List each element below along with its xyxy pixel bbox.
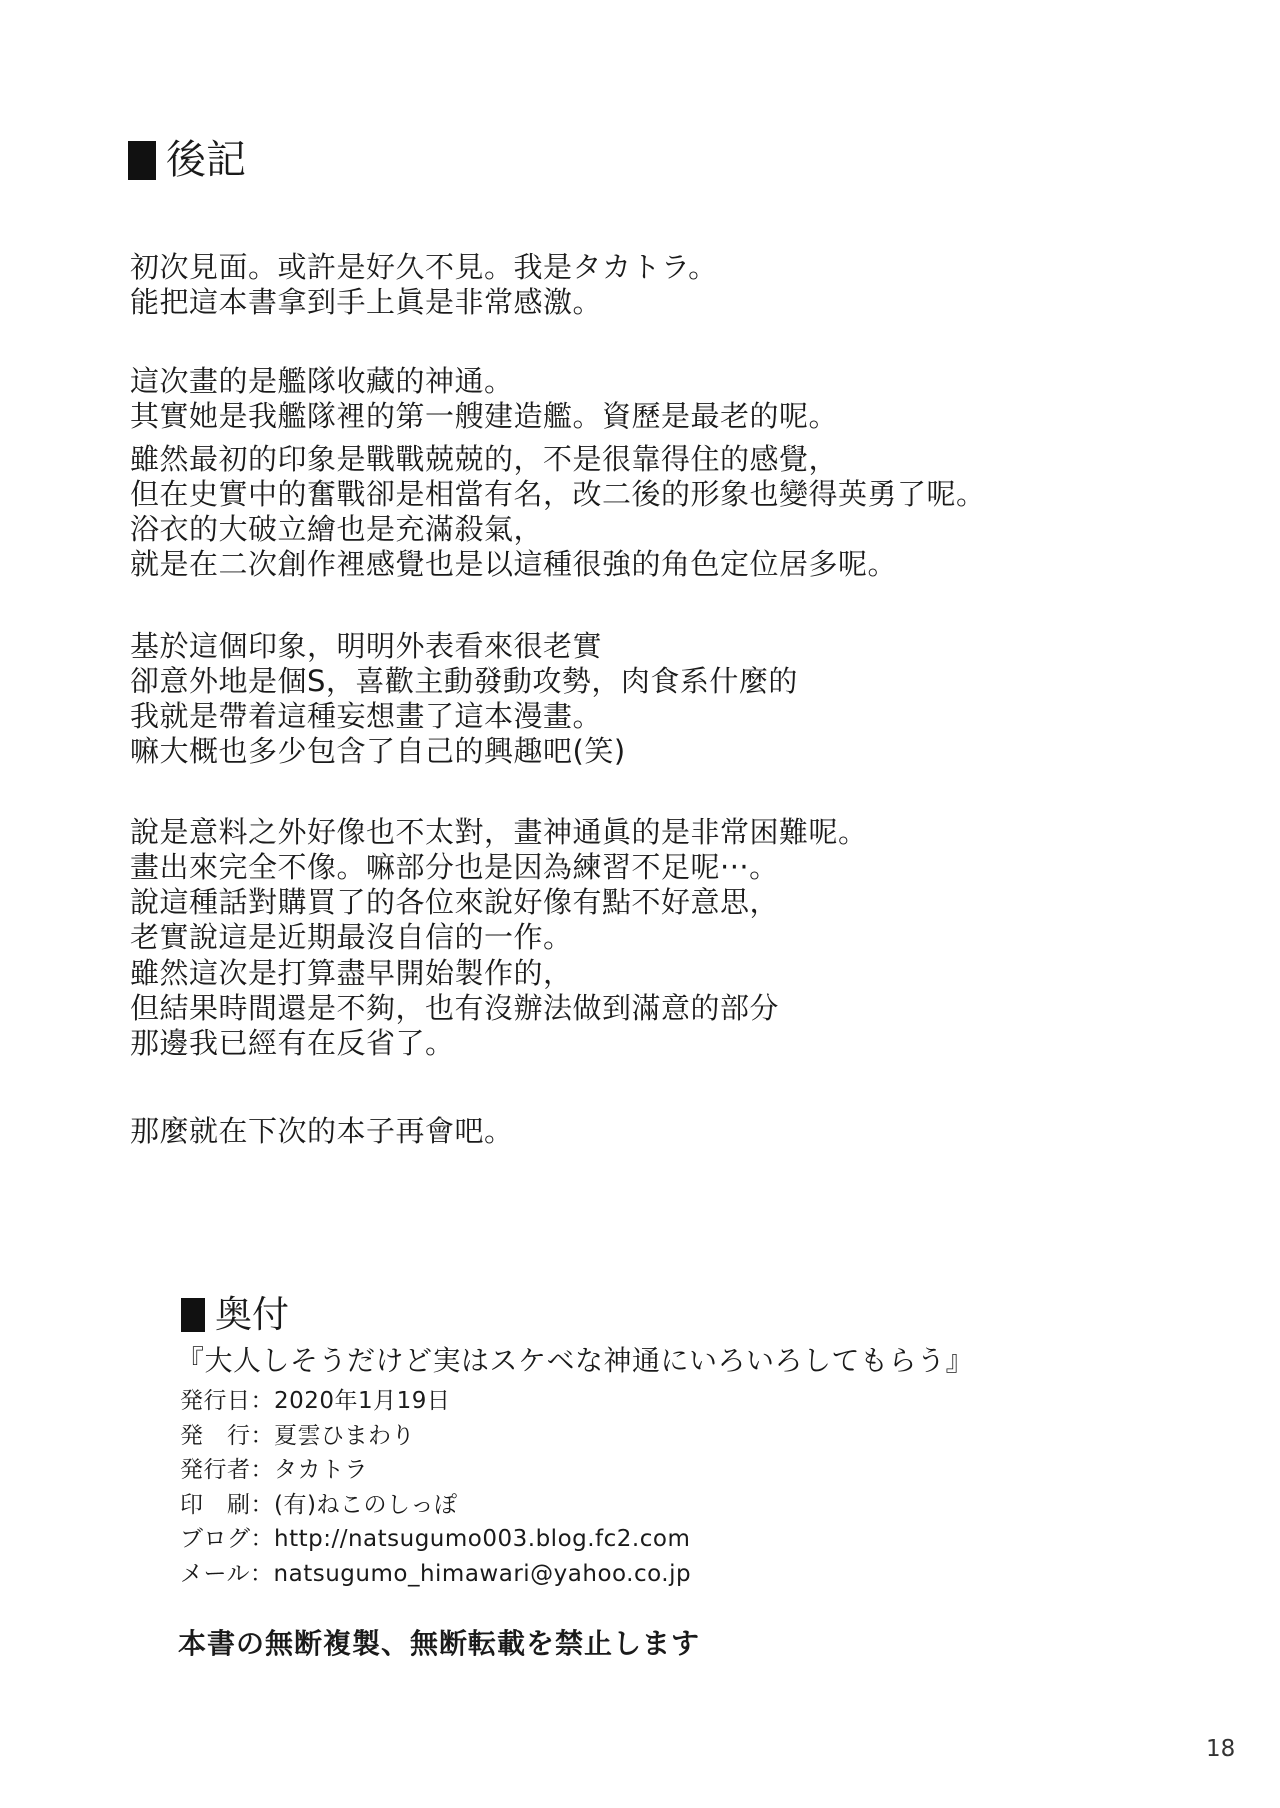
afterword-paragraph: [130, 1114, 514, 1149]
book-title: 『大人しそうだけど実はスケベな神通にいろいろしてもらう』: [176, 1344, 975, 1377]
text-line: 基於這個印象，明明外表看來很老實: [130, 629, 603, 663]
text-line: 這次畫的是艦隊收藏的神通。: [130, 364, 514, 398]
colophon-entry-blog: ブログ：http://natsugumo003.blog.fc2.com: [180, 1526, 691, 1552]
afterword-paragraph: [130, 815, 868, 955]
colophon-info-list: [180, 1384, 691, 1591]
colophon-entry-email: メール：natsugumo_himawari@yahoo.co.jp: [180, 1560, 692, 1587]
black-square-bullet-icon: [128, 141, 156, 180]
afterword-paragraph: [130, 250, 718, 320]
text-line: 能把這本書拿到手上眞是非常感激。: [130, 285, 603, 319]
text-line: 那麼就在下次的本子再會吧。: [130, 1114, 514, 1148]
text-line: 那邊我已經有在反省了。: [130, 1026, 455, 1060]
text-line: 但結果時間還是不夠，也有沒辦法做到滿意的部分: [130, 991, 780, 1025]
text-line: 浴衣的大破立繪也是充滿殺氣，: [130, 512, 544, 546]
colophon-entry-publish-date: 発行日：2020年1月19日: [180, 1388, 451, 1414]
afterword-paragraph: [130, 442, 986, 582]
colophon-entry-circle: 発 行：夏雲ひまわり: [180, 1422, 415, 1449]
text-line: 說這種話對購買了的各位來說好像有點不好意思，: [130, 885, 780, 919]
page-number: 18: [1206, 1736, 1236, 1762]
text-line: 就是在二次創作裡感覺也是以這種很強的角色定位居多呢。: [130, 547, 898, 581]
afterword-heading-text: 後記: [166, 137, 246, 183]
text-line: 卻意外地是個S，喜歡主動發動攻勢，肉食系什麼的: [130, 664, 798, 698]
text-line: 其實她是我艦隊裡的第一艘建造艦。資歷是最老的呢。: [130, 399, 839, 433]
text-line: 畫出來完全不像。嘛部分也是因為練習不足呢···。: [130, 850, 779, 884]
black-square-bullet-icon: [181, 1298, 205, 1332]
text-line: 老實說這是近期最沒自信的一作。: [130, 920, 573, 954]
afterword-paragraph: [130, 629, 798, 769]
afterword-paragraph: [130, 956, 779, 1061]
text-line: 說是意料之外好像也不太對，畫神通眞的是非常困難呢。: [130, 815, 868, 849]
text-line: 但在史實中的奮戰卻是相當有名，改二後的形象也變得英勇了呢。: [130, 477, 986, 511]
colophon-entry-publisher: 発行者：タカトラ: [180, 1457, 368, 1483]
colophon-heading-text: 奥付: [215, 1293, 289, 1336]
text-line: 雖然最初的印象是戰戰兢兢的，不是很靠得住的感覺，: [130, 442, 839, 476]
afterword-paragraph: [130, 364, 838, 434]
colophon-entry-printer: 印 刷：(有)ねこのしっぽ: [180, 1491, 458, 1518]
afterword-heading: [128, 138, 246, 182]
text-line: 初次見面。或許是好久不見。我是タカトラ。: [130, 250, 718, 284]
text-line: 我就是帶着這種妄想畫了這本漫畫。: [130, 699, 603, 733]
colophon-heading: [181, 1293, 289, 1337]
text-line: 嘛大概也多少包含了自己的興趣吧(笑): [130, 734, 626, 768]
copyright-notice: 本書の無断複製、無断転載を禁止します: [178, 1627, 701, 1660]
text-line: 雖然這次是打算盡早開始製作的，: [130, 956, 573, 990]
